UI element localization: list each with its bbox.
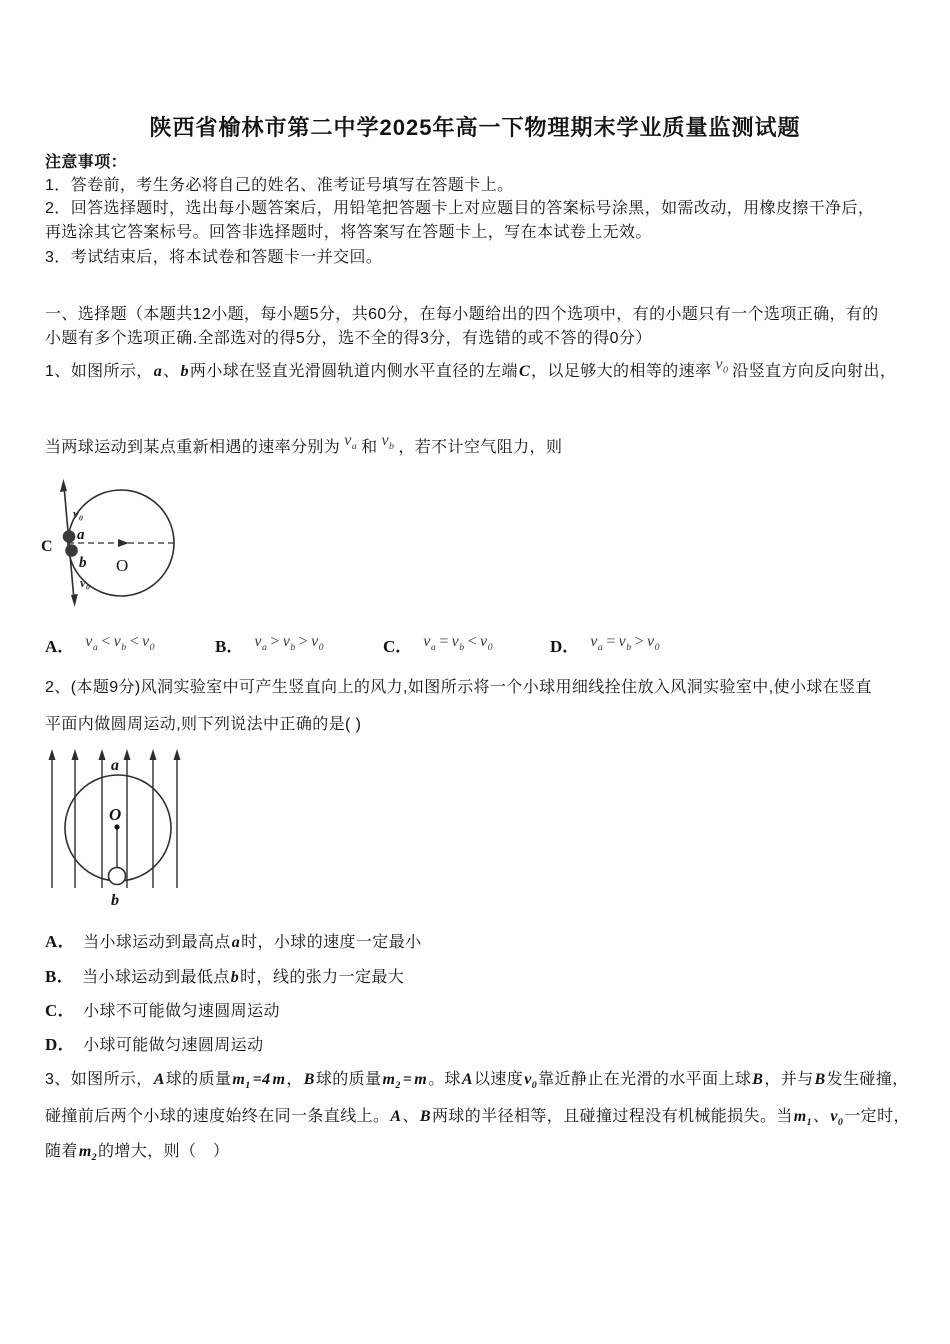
option-text: 小球不可能做匀速圆周运动 [83, 1003, 280, 1020]
diameter-arrowhead [118, 539, 129, 547]
option-text: 当小球运动到最高点a时，小球的速度一定最小 [83, 934, 422, 951]
q1-option-a [45, 632, 156, 657]
option-label: B． [215, 637, 244, 656]
q3-stem-line-2: 碰撞前后两个小球的速度始终在同一条直线上。A、B两球的半径相等，且碰撞过程没有机械能损失。当$m_1$、$v_0$一定时， [45, 1108, 910, 1129]
option-text: 当小球运动到最低点b时，线的张力一定最大 [82, 969, 405, 986]
ball-b [65, 544, 78, 557]
option-label: D． [45, 1035, 76, 1054]
option-label: B． [45, 967, 75, 986]
v0-bottom-label: v₀ [80, 575, 91, 590]
q2-wind-tunnel-diagram [32, 746, 232, 916]
q2-option-b [45, 966, 404, 989]
option-label: D． [550, 637, 580, 656]
q2-option-a [45, 931, 422, 954]
q1-option-b [215, 632, 325, 657]
option-label: C． [383, 637, 413, 656]
center-o-label: O [116, 556, 129, 575]
notice-heading: 注意事项： [45, 154, 128, 171]
q1-options-row [0, 632, 950, 662]
option-expression: $v_a = v_b > v_0$ [590, 633, 661, 654]
option-label: C． [45, 1001, 76, 1020]
ball-a-label: a [77, 527, 85, 543]
notice-line-2: 2．回答选择题时，选出每小题答案后，用铅笔把答题卡上对应题目的答案标号涂黑，如需改动，用橡皮擦干净后， [45, 200, 875, 217]
notice-line-1: 1．答卷前，考生务必将自己的姓名、准考证号填写在答题卡上。 [45, 177, 514, 194]
section-header-line-2: 小题有多个选项正确.全部选对的得5分，选不全的得3分，有选错的或不答的得0分） [45, 330, 652, 347]
q2-stem-line-1: 2、(本题9分)风洞实验室中可产生竖直向上的风力,如图所示将一个小球用细线拴住放入风洞实验室中,使小球在竖直 [45, 679, 872, 696]
q2-option-c [45, 1000, 280, 1023]
center-dot [114, 824, 119, 829]
bottom-point-b-label: b [111, 892, 119, 909]
q1-stem-line-1: 1、如图所示，a、b两小球在竖直光滑圆轨道内侧水平直径的左端C，以足够大的相等的速率 $v_0$ 沿竖直方向反向射出， [45, 356, 897, 380]
option-label: A． [45, 932, 76, 951]
option-expression: $v_a > v_b > v_0$ [254, 633, 325, 654]
notice-line-4: 3．考试结束后，将本试卷和答题卡一并交回。 [45, 249, 383, 266]
point-c-label: C [41, 538, 53, 555]
center-o-label: O [109, 805, 122, 824]
option-text: 小球可能做匀速圆周运动 [83, 1037, 264, 1054]
ball-a [63, 530, 76, 543]
q3-stem-line-1: 3、如图所示，A球的质量$m_1 =4$ m，B球的质量$m_2 = m$。球A以速度$v_0$靠近静止在光滑的水平面上球B，并与B发生碰撞， [45, 1071, 909, 1092]
notice-line-3: 再选涂其它答案标号。回答非选择题时，将答案写在答题卡上，写在本试卷上无效。 [45, 224, 652, 241]
q1-stem-line-2: 当两球运动到某点重新相遇的速率分别为 $v_a$ 和 $v_b$ ，若不计空气阻力，则 [45, 432, 563, 456]
ball-b-label: b [79, 555, 87, 571]
section-header-line-1: 一、选择题（本题共12小题，每小题5分，共60分，在每小题给出的四个选项中，有的小题只有一个选项正确，有的 [45, 306, 879, 323]
top-point-a-label: a [111, 757, 119, 774]
option-expression: $v_a = v_b < v_0$ [423, 633, 494, 654]
ball [109, 868, 126, 885]
page-title: 陕西省榆林市第二中学2025年高一下物理期末学业质量监测试题 [149, 115, 801, 140]
v0-top-label: v₀ [73, 506, 84, 521]
q3-stem-line-3: 随着$m_2$的增大，则（ ） [45, 1143, 230, 1164]
up-arrowhead [60, 479, 67, 492]
q1-option-c [383, 632, 494, 657]
q1-option-d [550, 632, 661, 657]
option-expression: $v_a < v_b < v_0$ [85, 633, 156, 654]
down-arrowhead [71, 594, 78, 607]
q1-circular-track-diagram [30, 478, 265, 610]
q2-option-d [45, 1034, 263, 1057]
option-label: A． [45, 637, 75, 656]
q2-stem-line-2: 平面内做圆周运动,则下列说法中正确的是( ) [45, 716, 362, 733]
